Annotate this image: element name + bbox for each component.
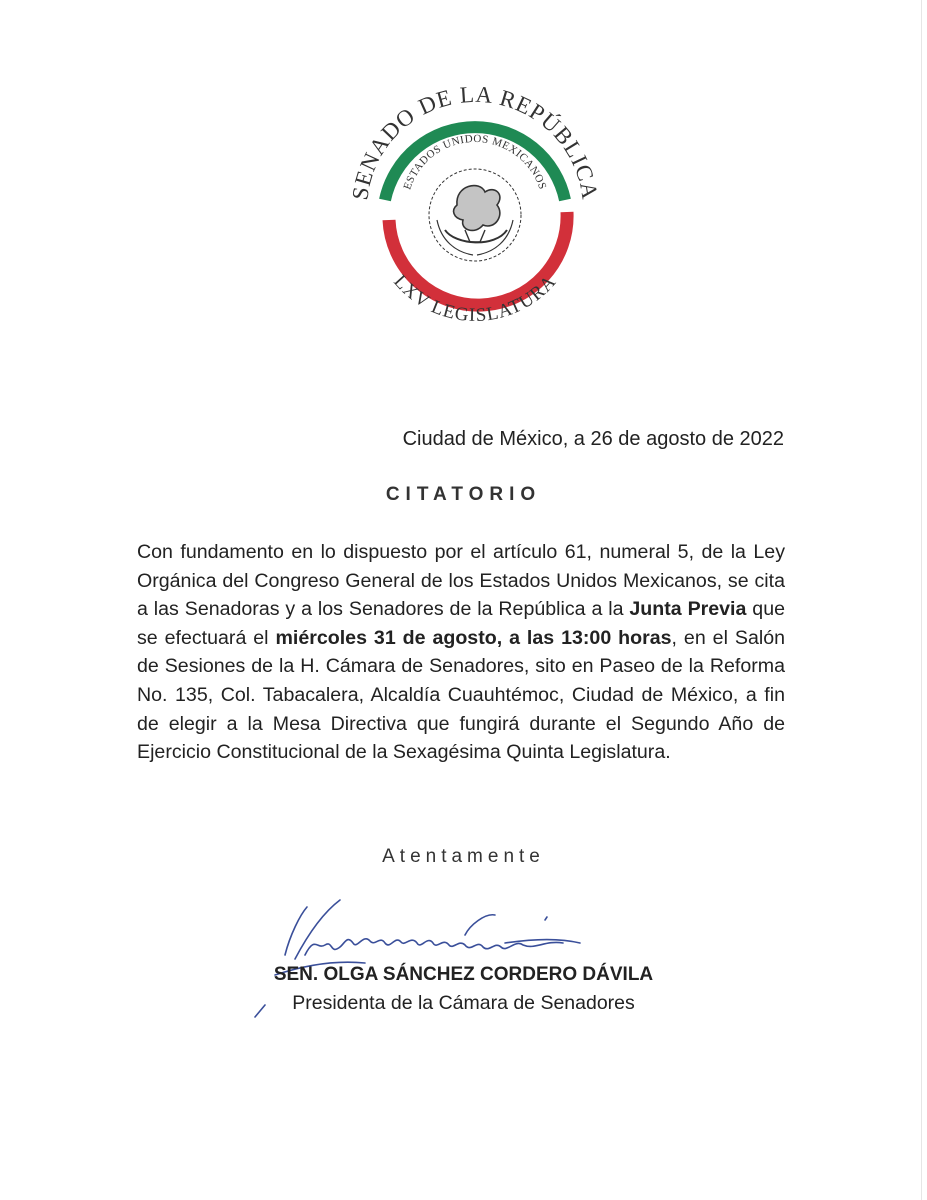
- body-part-3: , en el Salón de Sesiones de la H. Cámara de Senadores, sito en Paseo de la Reforma No. 135, Col. Tabacalera, Alcaldía Cuauhtémoc, Ciudad de México, a fin de elegir a la Mesa Directiva que fungirá durante el Segundo Año de Ejercicio Constitucional de la Sexagésima Quinta Legislatura.: [137, 626, 785, 764]
- letter-title: CITATORIO: [385, 484, 542, 505]
- body-bold-1: Junta Previa: [629, 598, 747, 621]
- letter-date: Ciudad de México, a 26 de agosto de 2022: [402, 428, 784, 450]
- seal-bottom-text: LXV LEGISLATURA: [389, 271, 561, 327]
- senate-seal: [345, 80, 605, 340]
- body-part-1: Con fundamento en lo dispuesto por el artículo 61, numeral 5, de la Ley Orgánica del Congreso General de los Estados Unidos Mexicanos, se cita a las Senadoras y a los Senadores de la República a la: [137, 541, 785, 621]
- scan-edge-line: [921, 0, 922, 1200]
- closing-text: Atentamente: [382, 846, 545, 867]
- seal-outer-text: SENADO DE LA REPÚBLICA: [347, 81, 603, 202]
- seal-inner-text: ESTADOS UNIDOS MEXICANOS: [401, 132, 549, 192]
- signer-name: SEN. OLGA SÁNCHEZ CORDERO DÁVILA: [273, 964, 654, 985]
- letter-body: [137, 538, 785, 767]
- eagle-emblem-icon: [429, 169, 521, 261]
- body-bold-2: miércoles 31 de agosto, a las 13:00 horas: [275, 626, 672, 649]
- body-part-2: que se efectuará el: [137, 598, 786, 649]
- signer-role: Presidenta de la Cámara de Senadores: [292, 992, 635, 1014]
